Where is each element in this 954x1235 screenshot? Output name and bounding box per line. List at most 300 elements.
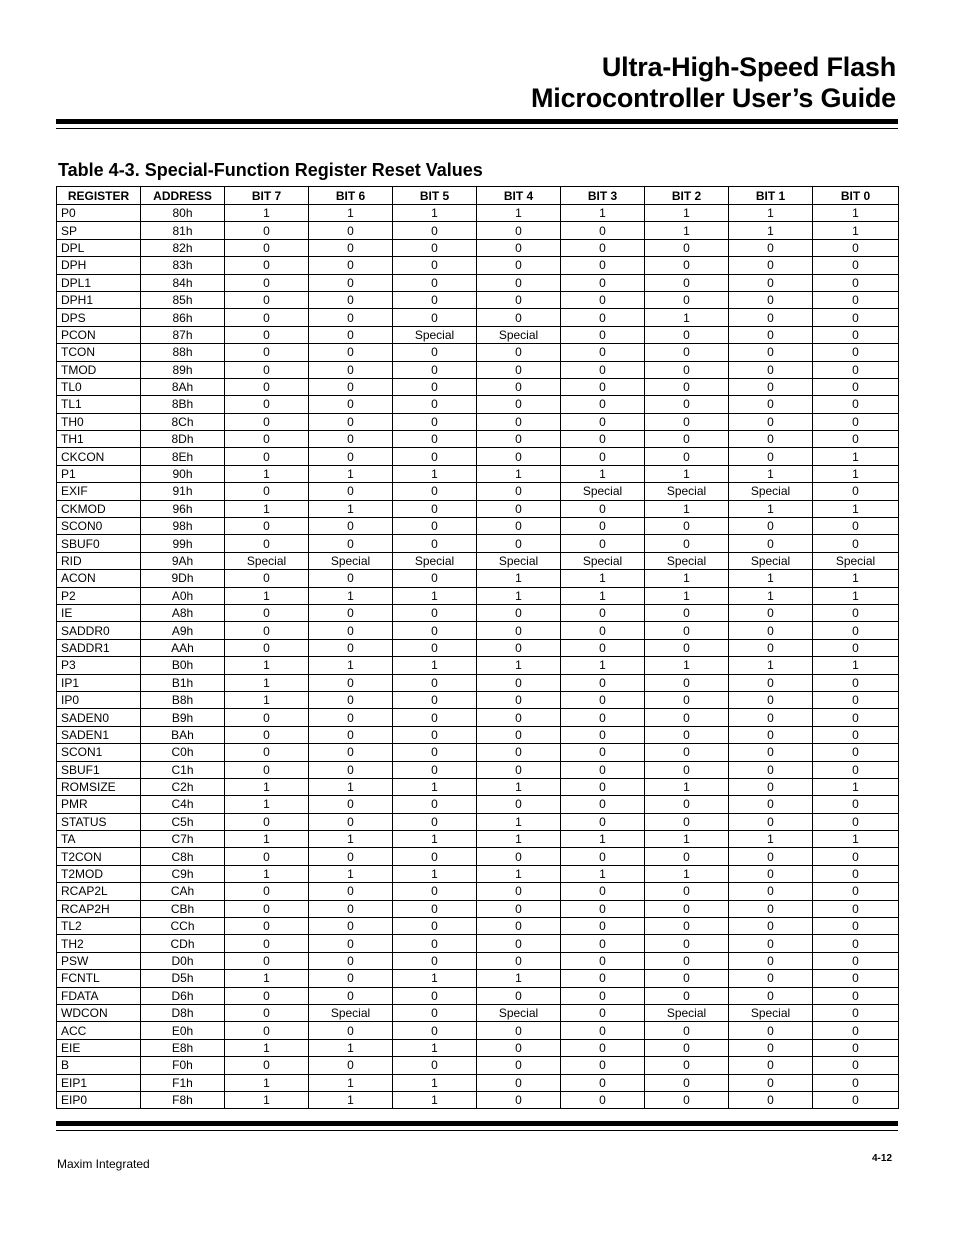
bit-value-cell: 0	[645, 744, 729, 761]
bit-value-cell: 0	[393, 344, 477, 361]
bit-value-cell: 0	[309, 900, 393, 917]
bit-value-cell: 0	[477, 483, 561, 500]
bit-value-cell: 0	[393, 500, 477, 517]
table-row	[57, 691, 899, 708]
bit-value-cell: 0	[813, 1039, 899, 1056]
table-row	[57, 900, 899, 917]
header-rule-thin	[56, 128, 898, 129]
table-row	[57, 1091, 899, 1108]
bit-value-cell: 0	[645, 1074, 729, 1091]
bit-value-cell: 0	[309, 883, 393, 900]
bit-value-cell: 1	[309, 1039, 393, 1056]
register-name-cell: ACC	[57, 1022, 141, 1039]
bit-value-cell: 0	[477, 257, 561, 274]
bit-value-cell: 0	[729, 1039, 813, 1056]
bit-value-cell: 0	[561, 639, 645, 656]
bit-value-cell: 0	[561, 952, 645, 969]
address-cell: D5h	[141, 970, 225, 987]
bit-value-cell: 1	[393, 1074, 477, 1091]
bit-value-cell: 1	[813, 657, 899, 674]
bit-value-cell: 0	[561, 848, 645, 865]
bit-value-cell: 0	[645, 622, 729, 639]
bit-value-cell: 0	[477, 378, 561, 395]
bit-value-cell: 0	[393, 222, 477, 239]
bit-value-cell: 0	[477, 796, 561, 813]
bit-value-cell: 1	[729, 570, 813, 587]
bit-value-cell: 0	[729, 900, 813, 917]
address-cell: 96h	[141, 500, 225, 517]
bit-value-cell: Special	[309, 552, 393, 569]
bit-value-cell: 0	[477, 848, 561, 865]
bit-value-cell: 0	[645, 448, 729, 465]
bit-value-cell: 0	[393, 274, 477, 291]
bit-value-cell: 0	[309, 952, 393, 969]
address-cell: A9h	[141, 622, 225, 639]
bit-value-cell: 0	[393, 744, 477, 761]
address-cell: 98h	[141, 518, 225, 535]
bit-value-cell: 1	[645, 778, 729, 795]
bit-value-cell: 1	[477, 970, 561, 987]
bit-value-cell: 0	[561, 326, 645, 343]
bit-value-cell: 0	[813, 1091, 899, 1108]
bit-value-cell: 0	[813, 518, 899, 535]
register-name-cell: IP0	[57, 691, 141, 708]
bit-value-cell: 0	[561, 257, 645, 274]
register-name-cell: TH2	[57, 935, 141, 952]
table-row	[57, 222, 899, 239]
address-cell: AAh	[141, 639, 225, 656]
bit-value-cell: 0	[813, 257, 899, 274]
address-cell: B1h	[141, 674, 225, 691]
bit-value-cell: 0	[309, 935, 393, 952]
register-name-cell: SADDR0	[57, 622, 141, 639]
bit-value-cell: 1	[393, 970, 477, 987]
bit-value-cell: 0	[813, 883, 899, 900]
bit-value-cell: 0	[477, 413, 561, 430]
table-row	[57, 604, 899, 621]
register-name-cell: PSW	[57, 952, 141, 969]
table-row	[57, 326, 899, 343]
bit-value-cell: 1	[645, 657, 729, 674]
bit-value-cell: 0	[561, 274, 645, 291]
bit-value-cell: 0	[393, 726, 477, 743]
bit-value-cell: Special	[645, 552, 729, 569]
document-title-line1: Ultra-High-Speed Flash	[601, 52, 896, 82]
bit-value-cell: Special	[729, 483, 813, 500]
bit-value-cell: 0	[393, 378, 477, 395]
bit-value-cell: 0	[813, 674, 899, 691]
footer-rule-thin	[56, 1130, 898, 1131]
bit-value-cell: 1	[645, 587, 729, 604]
bit-value-cell: 0	[561, 761, 645, 778]
table-row	[57, 813, 899, 830]
bit-value-cell: 0	[393, 674, 477, 691]
bit-value-cell: 0	[813, 378, 899, 395]
bit-value-cell: 0	[813, 413, 899, 430]
bit-value-cell: 0	[477, 744, 561, 761]
bit-value-cell: 0	[645, 239, 729, 256]
bit-value-cell: 1	[645, 222, 729, 239]
table-row	[57, 918, 899, 935]
bit-value-cell: 0	[225, 935, 309, 952]
bit-value-cell: 0	[393, 1057, 477, 1074]
bit-value-cell: 0	[645, 361, 729, 378]
bit-value-cell: 0	[225, 431, 309, 448]
bit-value-cell: 0	[309, 535, 393, 552]
bit-value-cell: 0	[309, 413, 393, 430]
bit-value-cell: 0	[309, 518, 393, 535]
bit-value-cell: 0	[309, 291, 393, 308]
register-name-cell: EXIF	[57, 483, 141, 500]
bit-value-cell: 0	[393, 691, 477, 708]
bit-value-cell: 0	[561, 744, 645, 761]
register-name-cell: SADEN0	[57, 709, 141, 726]
bit-value-cell: 1	[225, 674, 309, 691]
table-row	[57, 309, 899, 326]
bit-value-cell: 0	[477, 344, 561, 361]
header-rule-thick	[56, 119, 898, 124]
bit-value-cell: 0	[477, 396, 561, 413]
bit-value-cell: 0	[645, 848, 729, 865]
bit-value-cell: 1	[393, 465, 477, 482]
bit-value-cell: 0	[729, 274, 813, 291]
bit-value-cell: 0	[225, 744, 309, 761]
bit-value-cell: 1	[645, 465, 729, 482]
column-header: BIT 1	[729, 187, 813, 205]
bit-value-cell: Special	[729, 552, 813, 569]
table-row	[57, 1004, 899, 1021]
bit-value-cell: 0	[645, 274, 729, 291]
bit-value-cell: 0	[393, 239, 477, 256]
bit-value-cell: 0	[477, 361, 561, 378]
table-row	[57, 500, 899, 517]
bit-value-cell: 1	[225, 796, 309, 813]
bit-value-cell: 0	[477, 1057, 561, 1074]
bit-value-cell: 1	[225, 970, 309, 987]
bit-value-cell: 0	[645, 535, 729, 552]
register-name-cell: RID	[57, 552, 141, 569]
bit-value-cell: 0	[813, 744, 899, 761]
bit-value-cell: 0	[729, 691, 813, 708]
bit-value-cell: 0	[729, 535, 813, 552]
bit-value-cell: 0	[645, 900, 729, 917]
bit-value-cell: 0	[225, 344, 309, 361]
bit-value-cell: 0	[225, 570, 309, 587]
bit-value-cell: 1	[561, 865, 645, 882]
bit-value-cell: 0	[393, 483, 477, 500]
address-cell: F0h	[141, 1057, 225, 1074]
bit-value-cell: 1	[309, 1074, 393, 1091]
table-row	[57, 726, 899, 743]
bit-value-cell: 0	[309, 709, 393, 726]
table-row	[57, 431, 899, 448]
bit-value-cell: 1	[225, 1091, 309, 1108]
bit-value-cell: 0	[477, 918, 561, 935]
bit-value-cell: 0	[477, 222, 561, 239]
address-cell: 99h	[141, 535, 225, 552]
bit-value-cell: 0	[813, 987, 899, 1004]
bit-value-cell: 1	[561, 570, 645, 587]
bit-value-cell: 0	[813, 1022, 899, 1039]
table-row	[57, 396, 899, 413]
table-row	[57, 796, 899, 813]
bit-value-cell: 0	[813, 848, 899, 865]
bit-value-cell: 0	[393, 900, 477, 917]
bit-value-cell: 0	[225, 726, 309, 743]
bit-value-cell: 1	[309, 465, 393, 482]
bit-value-cell: 0	[477, 709, 561, 726]
register-name-cell: TMOD	[57, 361, 141, 378]
register-name-cell: FCNTL	[57, 970, 141, 987]
bit-value-cell: 0	[393, 639, 477, 656]
address-cell: 84h	[141, 274, 225, 291]
bit-value-cell: 1	[225, 500, 309, 517]
table-row	[57, 413, 899, 430]
bit-value-cell: 0	[561, 431, 645, 448]
bit-value-cell: 0	[813, 726, 899, 743]
bit-value-cell: 0	[561, 918, 645, 935]
bit-value-cell: 0	[645, 691, 729, 708]
table-row	[57, 378, 899, 395]
bit-value-cell: 0	[645, 987, 729, 1004]
table-row	[57, 831, 899, 848]
bit-value-cell: 0	[729, 344, 813, 361]
bit-value-cell: 0	[729, 744, 813, 761]
bit-value-cell: 0	[561, 413, 645, 430]
bit-value-cell: 1	[645, 205, 729, 222]
bit-value-cell: 1	[729, 205, 813, 222]
bit-value-cell: 0	[477, 291, 561, 308]
bit-value-cell: 1	[393, 657, 477, 674]
address-cell: F8h	[141, 1091, 225, 1108]
bit-value-cell: 1	[225, 778, 309, 795]
bit-value-cell: 0	[561, 222, 645, 239]
register-name-cell: TL2	[57, 918, 141, 935]
register-name-cell: SBUF0	[57, 535, 141, 552]
column-header: BIT 4	[477, 187, 561, 205]
bit-value-cell: 0	[561, 239, 645, 256]
bit-value-cell: 0	[645, 918, 729, 935]
bit-value-cell: 0	[729, 639, 813, 656]
table-row	[57, 935, 899, 952]
bit-value-cell: 0	[729, 674, 813, 691]
register-name-cell: FDATA	[57, 987, 141, 1004]
bit-value-cell: 0	[561, 883, 645, 900]
register-name-cell: PCON	[57, 326, 141, 343]
bit-value-cell: 0	[729, 726, 813, 743]
bit-value-cell: 0	[393, 848, 477, 865]
bit-value-cell: 1	[813, 587, 899, 604]
register-name-cell: DPH1	[57, 291, 141, 308]
bit-value-cell: 0	[309, 570, 393, 587]
bit-value-cell: 0	[225, 1022, 309, 1039]
address-cell: CAh	[141, 883, 225, 900]
column-header: BIT 7	[225, 187, 309, 205]
address-cell: CDh	[141, 935, 225, 952]
bit-value-cell: 1	[813, 205, 899, 222]
bit-value-cell: Special	[477, 552, 561, 569]
bit-value-cell: 0	[393, 952, 477, 969]
address-cell: C1h	[141, 761, 225, 778]
bit-value-cell: 0	[645, 431, 729, 448]
bit-value-cell: 0	[477, 1074, 561, 1091]
bit-value-cell: 0	[477, 622, 561, 639]
address-cell: 91h	[141, 483, 225, 500]
bit-value-cell: 0	[729, 518, 813, 535]
bit-value-cell: 0	[813, 1004, 899, 1021]
bit-value-cell: 0	[729, 865, 813, 882]
register-name-cell: STATUS	[57, 813, 141, 830]
register-name-cell: DPL1	[57, 274, 141, 291]
bit-value-cell: 1	[561, 831, 645, 848]
bit-value-cell: 0	[813, 291, 899, 308]
address-cell: 8Eh	[141, 448, 225, 465]
address-cell: D6h	[141, 987, 225, 1004]
bit-value-cell: 1	[309, 500, 393, 517]
bit-value-cell: 0	[813, 239, 899, 256]
bit-value-cell: 0	[309, 918, 393, 935]
bit-value-cell: 0	[561, 796, 645, 813]
bit-value-cell: 0	[729, 396, 813, 413]
bit-value-cell: 0	[225, 378, 309, 395]
address-cell: BAh	[141, 726, 225, 743]
bit-value-cell: 0	[225, 1004, 309, 1021]
bit-value-cell: 0	[393, 448, 477, 465]
register-name-cell: SCON1	[57, 744, 141, 761]
address-cell: CBh	[141, 900, 225, 917]
bit-value-cell: 1	[309, 587, 393, 604]
table-row	[57, 518, 899, 535]
bit-value-cell: 0	[729, 1057, 813, 1074]
bit-value-cell: 1	[813, 448, 899, 465]
bit-value-cell: 0	[561, 935, 645, 952]
bit-value-cell: 0	[813, 361, 899, 378]
table-row	[57, 883, 899, 900]
table-row	[57, 483, 899, 500]
address-cell: A0h	[141, 587, 225, 604]
bit-value-cell: 0	[477, 987, 561, 1004]
bit-value-cell: 1	[813, 222, 899, 239]
register-name-cell: SCON0	[57, 518, 141, 535]
address-cell: E8h	[141, 1039, 225, 1056]
bit-value-cell: 0	[477, 883, 561, 900]
bit-value-cell: 0	[645, 674, 729, 691]
bit-value-cell: 0	[393, 518, 477, 535]
bit-value-cell: 0	[225, 761, 309, 778]
address-cell: C9h	[141, 865, 225, 882]
bit-value-cell: 0	[729, 918, 813, 935]
bit-value-cell: 0	[561, 970, 645, 987]
bit-value-cell: 0	[225, 326, 309, 343]
bit-value-cell: 0	[309, 813, 393, 830]
bit-value-cell: 0	[309, 761, 393, 778]
bit-value-cell: 0	[225, 1057, 309, 1074]
bit-value-cell: 0	[393, 257, 477, 274]
bit-value-cell: 1	[645, 309, 729, 326]
address-cell: C8h	[141, 848, 225, 865]
bit-value-cell: 0	[561, 813, 645, 830]
address-cell: D8h	[141, 1004, 225, 1021]
bit-value-cell: 0	[813, 918, 899, 935]
bit-value-cell: 0	[729, 448, 813, 465]
bit-value-cell: 0	[561, 709, 645, 726]
bit-value-cell: 0	[309, 987, 393, 1004]
register-name-cell: SADDR1	[57, 639, 141, 656]
register-name-cell: CKMOD	[57, 500, 141, 517]
table-row	[57, 361, 899, 378]
table-row	[57, 535, 899, 552]
address-cell: 82h	[141, 239, 225, 256]
table-row	[57, 761, 899, 778]
bit-value-cell: 0	[477, 604, 561, 621]
bit-value-cell: 0	[309, 257, 393, 274]
bit-value-cell: 0	[729, 1074, 813, 1091]
column-header: REGISTER	[57, 187, 141, 205]
table-row	[57, 744, 899, 761]
bit-value-cell: 1	[477, 657, 561, 674]
address-cell: C4h	[141, 796, 225, 813]
document-title	[531, 52, 896, 114]
bit-value-cell: 1	[309, 831, 393, 848]
bit-value-cell: 0	[309, 848, 393, 865]
bit-value-cell: 0	[393, 918, 477, 935]
bit-value-cell: 0	[477, 535, 561, 552]
bit-value-cell: 0	[309, 448, 393, 465]
bit-value-cell: 0	[477, 726, 561, 743]
bit-value-cell: 1	[729, 465, 813, 482]
table-row	[57, 552, 899, 569]
register-name-cell: DPS	[57, 309, 141, 326]
bit-value-cell: 0	[561, 1039, 645, 1056]
register-name-cell: RCAP2L	[57, 883, 141, 900]
bit-value-cell: 1	[645, 865, 729, 882]
table-body	[57, 205, 899, 1109]
table-row	[57, 344, 899, 361]
bit-value-cell: 0	[645, 518, 729, 535]
bit-value-cell: 0	[477, 691, 561, 708]
bit-value-cell: 0	[477, 239, 561, 256]
bit-value-cell: 1	[813, 778, 899, 795]
table-row	[57, 778, 899, 795]
register-name-cell: SP	[57, 222, 141, 239]
register-name-cell: ACON	[57, 570, 141, 587]
register-name-cell: RCAP2H	[57, 900, 141, 917]
bit-value-cell: 0	[393, 622, 477, 639]
bit-value-cell: 0	[309, 361, 393, 378]
bit-value-cell: 0	[477, 448, 561, 465]
bit-value-cell: 0	[225, 239, 309, 256]
bit-value-cell: 0	[729, 309, 813, 326]
bit-value-cell: 0	[645, 1039, 729, 1056]
bit-value-cell: 0	[477, 900, 561, 917]
bit-value-cell: 0	[393, 883, 477, 900]
bit-value-cell: 0	[477, 1039, 561, 1056]
bit-value-cell: 0	[225, 291, 309, 308]
bit-value-cell: 0	[561, 361, 645, 378]
bit-value-cell: 1	[225, 587, 309, 604]
bit-value-cell: 0	[393, 813, 477, 830]
bit-value-cell: 0	[729, 970, 813, 987]
bit-value-cell: 0	[813, 431, 899, 448]
bit-value-cell: 0	[561, 1057, 645, 1074]
bit-value-cell: 0	[729, 709, 813, 726]
bit-value-cell: 0	[561, 291, 645, 308]
bit-value-cell: 0	[729, 1091, 813, 1108]
bit-value-cell: 0	[813, 344, 899, 361]
bit-value-cell: 0	[561, 378, 645, 395]
bit-value-cell: 0	[729, 935, 813, 952]
table-row	[57, 952, 899, 969]
